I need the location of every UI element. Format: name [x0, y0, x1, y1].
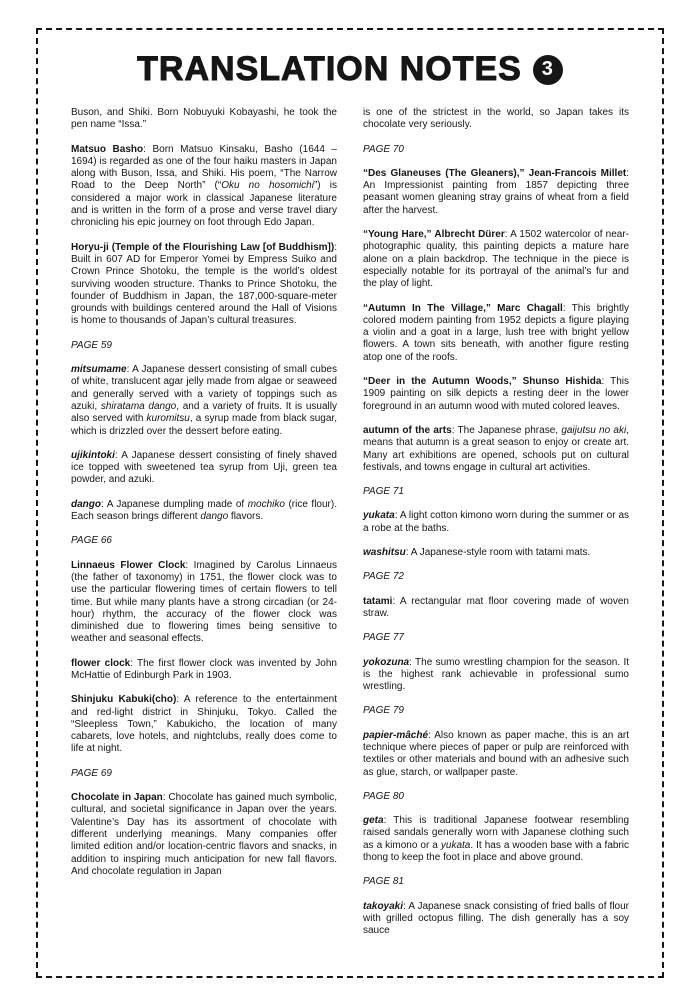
note-entry: [71, 450, 337, 487]
note-text: kuromitsu: [146, 413, 190, 425]
note-term: “Young Hare,” Albrecht Dürer: [363, 229, 505, 241]
note-text: : An Impressionist painting from 1857 depicting three peasant women gleaning stray grains of wheat from a field after the harvest.: [363, 167, 629, 216]
note-text: : A Japanese snack consisting of fried balls of flour with grilled octopus filling. The dish generally has a soy sauce: [363, 900, 629, 937]
note-entry: [71, 364, 337, 438]
note-text: : Imagined by Carolus Linnaeus (the father of taxonomy) in 1751, the flower clock was to use the particular flowering times of certain flowers to tell time. But while many plants have a strong circadian (or 24-hour) rhythm, the accuracy of the flower clock was diminished due to flowering times being sensitive to weather and seasonal effects.: [71, 559, 337, 645]
note-text: : The sumo wrestling champion for the season. It is the highest rank achievable in professional sumo wrestling.: [363, 656, 629, 693]
page-number-heading: [363, 632, 629, 644]
note-text: : Born Matsuo Kinsaku, Basho (1644 – 1694) is regarded as one of the four haiku masters in Japan along with Buson, Issa, and Shiki. His poem, “The Narrow Road to the Deep North” (“: [71, 143, 337, 192]
note-text: : A Japanese dessert consisting of finely shaved ice topped with sweetened tea syrup from Uji, green tea powder, and azuki.: [71, 449, 337, 486]
note-term: Shinjuku Kabuki(cho): [71, 694, 177, 706]
circled-number: 3: [541, 58, 554, 80]
page-number-heading: [363, 791, 629, 803]
note-text: : This brightly colored modern painting from 1952 depicts a figure playing a violin and a goat in a large, lush tree with bright yellow flowers. A town sits beneath, with another figure resting atop one of the roofs.: [363, 302, 629, 363]
note-term: “Autumn In The Village,” Marc Chagall: [363, 302, 563, 314]
note-text: , a syrup made from black sugar, which is drizzled over the dessert before eating.: [71, 413, 337, 437]
note-term: washitsu: [363, 547, 406, 559]
note-text: : A Japanese-style room with tatami mats.: [405, 547, 591, 559]
note-text: dango: [200, 511, 229, 523]
note-text: ”) is considered a major work in classical Japanese literature and is written in the form of a prose and verse travel diary chronicling his epic journey on foot through Edo Japan.: [71, 180, 337, 229]
note-term: yukata: [363, 510, 395, 522]
note-text: : A Japanese dumpling made of: [101, 498, 248, 510]
note-text: , and a variety of fruits. It is usually also served with: [71, 400, 337, 425]
note-term: yokozuna: [363, 656, 410, 668]
note-text: Buson, and Shiki. Born Nobuyuki Kobayashi, he took the pen name “Issa.”: [71, 107, 337, 131]
note-term: autumn of the arts: [363, 424, 452, 436]
note-text: PAGE 79: [363, 705, 404, 717]
note-text: : Built in 607 AD for Emperor Yomei by Empress Suiko and Crown Prince Shotoku, the temple is the world’s oldest surviving wooden structure. Thanks to Prince Shotoku, the founder of Buddhism in Japan, the 187,000-square-meter grounds with buildings centered around the Hall of Visions is home to thousands of Japan’s cultural treasures.: [71, 241, 337, 327]
left-column: [71, 107, 337, 950]
note-entry: [71, 499, 337, 524]
note-term: Linnaeus Flower Clock: [71, 559, 186, 571]
note-entry: [363, 425, 629, 474]
note-entry: [363, 376, 629, 413]
note-text: PAGE 66: [71, 535, 112, 547]
page-number-heading: [71, 340, 337, 352]
note-text: : The first flower clock was invented by John McHattie of Edinburgh Park in 1903.: [71, 657, 337, 681]
note-text: PAGE 70: [363, 143, 404, 155]
note-entry: [363, 901, 629, 938]
notes-columns: [71, 107, 629, 950]
note-text: , means that autumn is a great season to enjoy or create art. Many art exhibitions are opened, schools put on cultural festivals, and towns engage in cultural art activities.: [363, 424, 629, 473]
note-entry: [71, 792, 337, 878]
note-text: : Chocolate has gained much symbolic, cultural, and societal significance in Japan over the years. Valentine’s Day has its assortment of chocolate with different underlying meanings. Many companies offer limited edition and/or location-centric flavors and snacks, in addition to inspiring much anticipation for new fall flavors. And chocolate regulation in Japan: [71, 792, 337, 877]
note-entry: [71, 560, 337, 646]
note-text: PAGE 59: [71, 339, 112, 351]
note-term: “Deer in the Autumn Woods,” Shunso Hishida: [363, 376, 602, 388]
note-text: PAGE 69: [71, 767, 112, 779]
right-column: [363, 107, 629, 950]
note-text: : A reference to the entertainment and red-light district in Shinjuku, Tokyo. Called the “Sleepless Town,” Kabukicho, the location of many cabarets, love hotels, and nightclubs, really does come to life at night.: [71, 694, 338, 755]
note-text: : A light cotton kimono worn during the summer or as a robe at the baths.: [363, 510, 629, 534]
note-entry: [71, 107, 337, 132]
note-text: : This 1909 painting on silk depicts a resting deer in the lower foreground in an autumn wood with muted colored leaves.: [363, 376, 629, 412]
page-title: [71, 50, 629, 89]
note-term: geta: [363, 815, 384, 827]
note-text: . It has a wooden base with a fabric thong to keep the foot in place and above ground.: [363, 839, 629, 864]
note-entry: [363, 657, 629, 694]
note-entry: [363, 303, 629, 364]
circled-three-icon: [533, 55, 563, 85]
note-entry: [71, 694, 337, 755]
note-text: is one of the strictest in the world, so Japan takes its chocolate very seriously.: [363, 107, 629, 131]
dashed-cut-border: [36, 28, 664, 978]
note-entry: [363, 596, 629, 621]
note-term: “Des Glaneuses (The Gleaners),” Jean-Francois Millet: [363, 167, 627, 179]
note-text: gaijutsu no aki: [561, 424, 627, 436]
note-text: : A 1502 watercolor of near-photographic quality, this painting depicts a mature hare alone on a plain backdrop. The technique in the piece is especially notable for its portrayal of the animal’s fur and the play of light.: [363, 229, 629, 290]
note-term: dango: [71, 498, 101, 510]
note-text: PAGE 72: [363, 571, 404, 583]
page-number-heading: [363, 144, 629, 156]
note-text: : This is traditional Japanese footwear resembling raised sandals generally worn with Japanese clothing such as a kimono or a: [363, 815, 629, 851]
note-entry: [71, 144, 337, 230]
note-entry: [363, 168, 629, 217]
note-term: papier-mâché: [363, 729, 429, 741]
note-text: PAGE 81: [363, 876, 404, 888]
note-entry: [363, 229, 629, 290]
note-entry: [363, 547, 629, 559]
note-term: Matsuo Basho: [71, 143, 144, 155]
page-number-heading: [363, 486, 629, 498]
page-number-heading: [363, 876, 629, 888]
note-text: yukata: [440, 839, 471, 851]
page-number-heading: [363, 705, 629, 717]
note-text: : The Japanese phrase,: [451, 424, 562, 436]
note-entry: [363, 107, 629, 132]
note-text: shiratama dango: [100, 400, 177, 412]
page-number-heading: [71, 535, 337, 547]
note-term: Horyu-ji (Temple of the Flourishing Law [of Buddhism]): [71, 241, 335, 253]
page-title-text: TRANSLATION NOTES: [137, 50, 522, 88]
note-term: flower clock: [71, 657, 131, 669]
note-entry: [71, 242, 337, 328]
note-text: flavors.: [228, 511, 264, 523]
note-entry: [363, 730, 629, 779]
note-entry: [363, 815, 629, 864]
note-term: ujikintoki: [71, 449, 115, 461]
note-term: tatami: [363, 595, 393, 607]
page-number-heading: [71, 768, 337, 780]
note-entry: [363, 510, 629, 535]
note-text: (rice flour). Each season brings different: [71, 498, 337, 523]
note-entry: [71, 658, 337, 683]
note-text: : Also known as paper mache, this is an art technique where pieces of paper or pulp are reinforced with textiles or other materials and bound with an adhesive such as glue, starch, or wallpaper paste.: [363, 729, 629, 778]
page-number-heading: [363, 571, 629, 583]
note-text: mochiko: [247, 498, 285, 510]
note-text: : A rectangular mat floor covering made of woven straw.: [363, 595, 629, 619]
note-text: PAGE 80: [363, 790, 404, 802]
note-text: PAGE 77: [363, 632, 404, 644]
note-text: PAGE 71: [363, 486, 404, 498]
note-term: takoyaki: [363, 900, 404, 912]
note-text: : A Japanese dessert consisting of small cubes of white, translucent agar jelly made from algae or seaweed and generally served with a variety of toppings such as azuki,: [71, 364, 337, 412]
note-term: Chocolate in Japan: [71, 792, 163, 804]
note-text: Oku no hosomichi: [221, 180, 314, 192]
note-term: mitsumame: [71, 364, 127, 376]
